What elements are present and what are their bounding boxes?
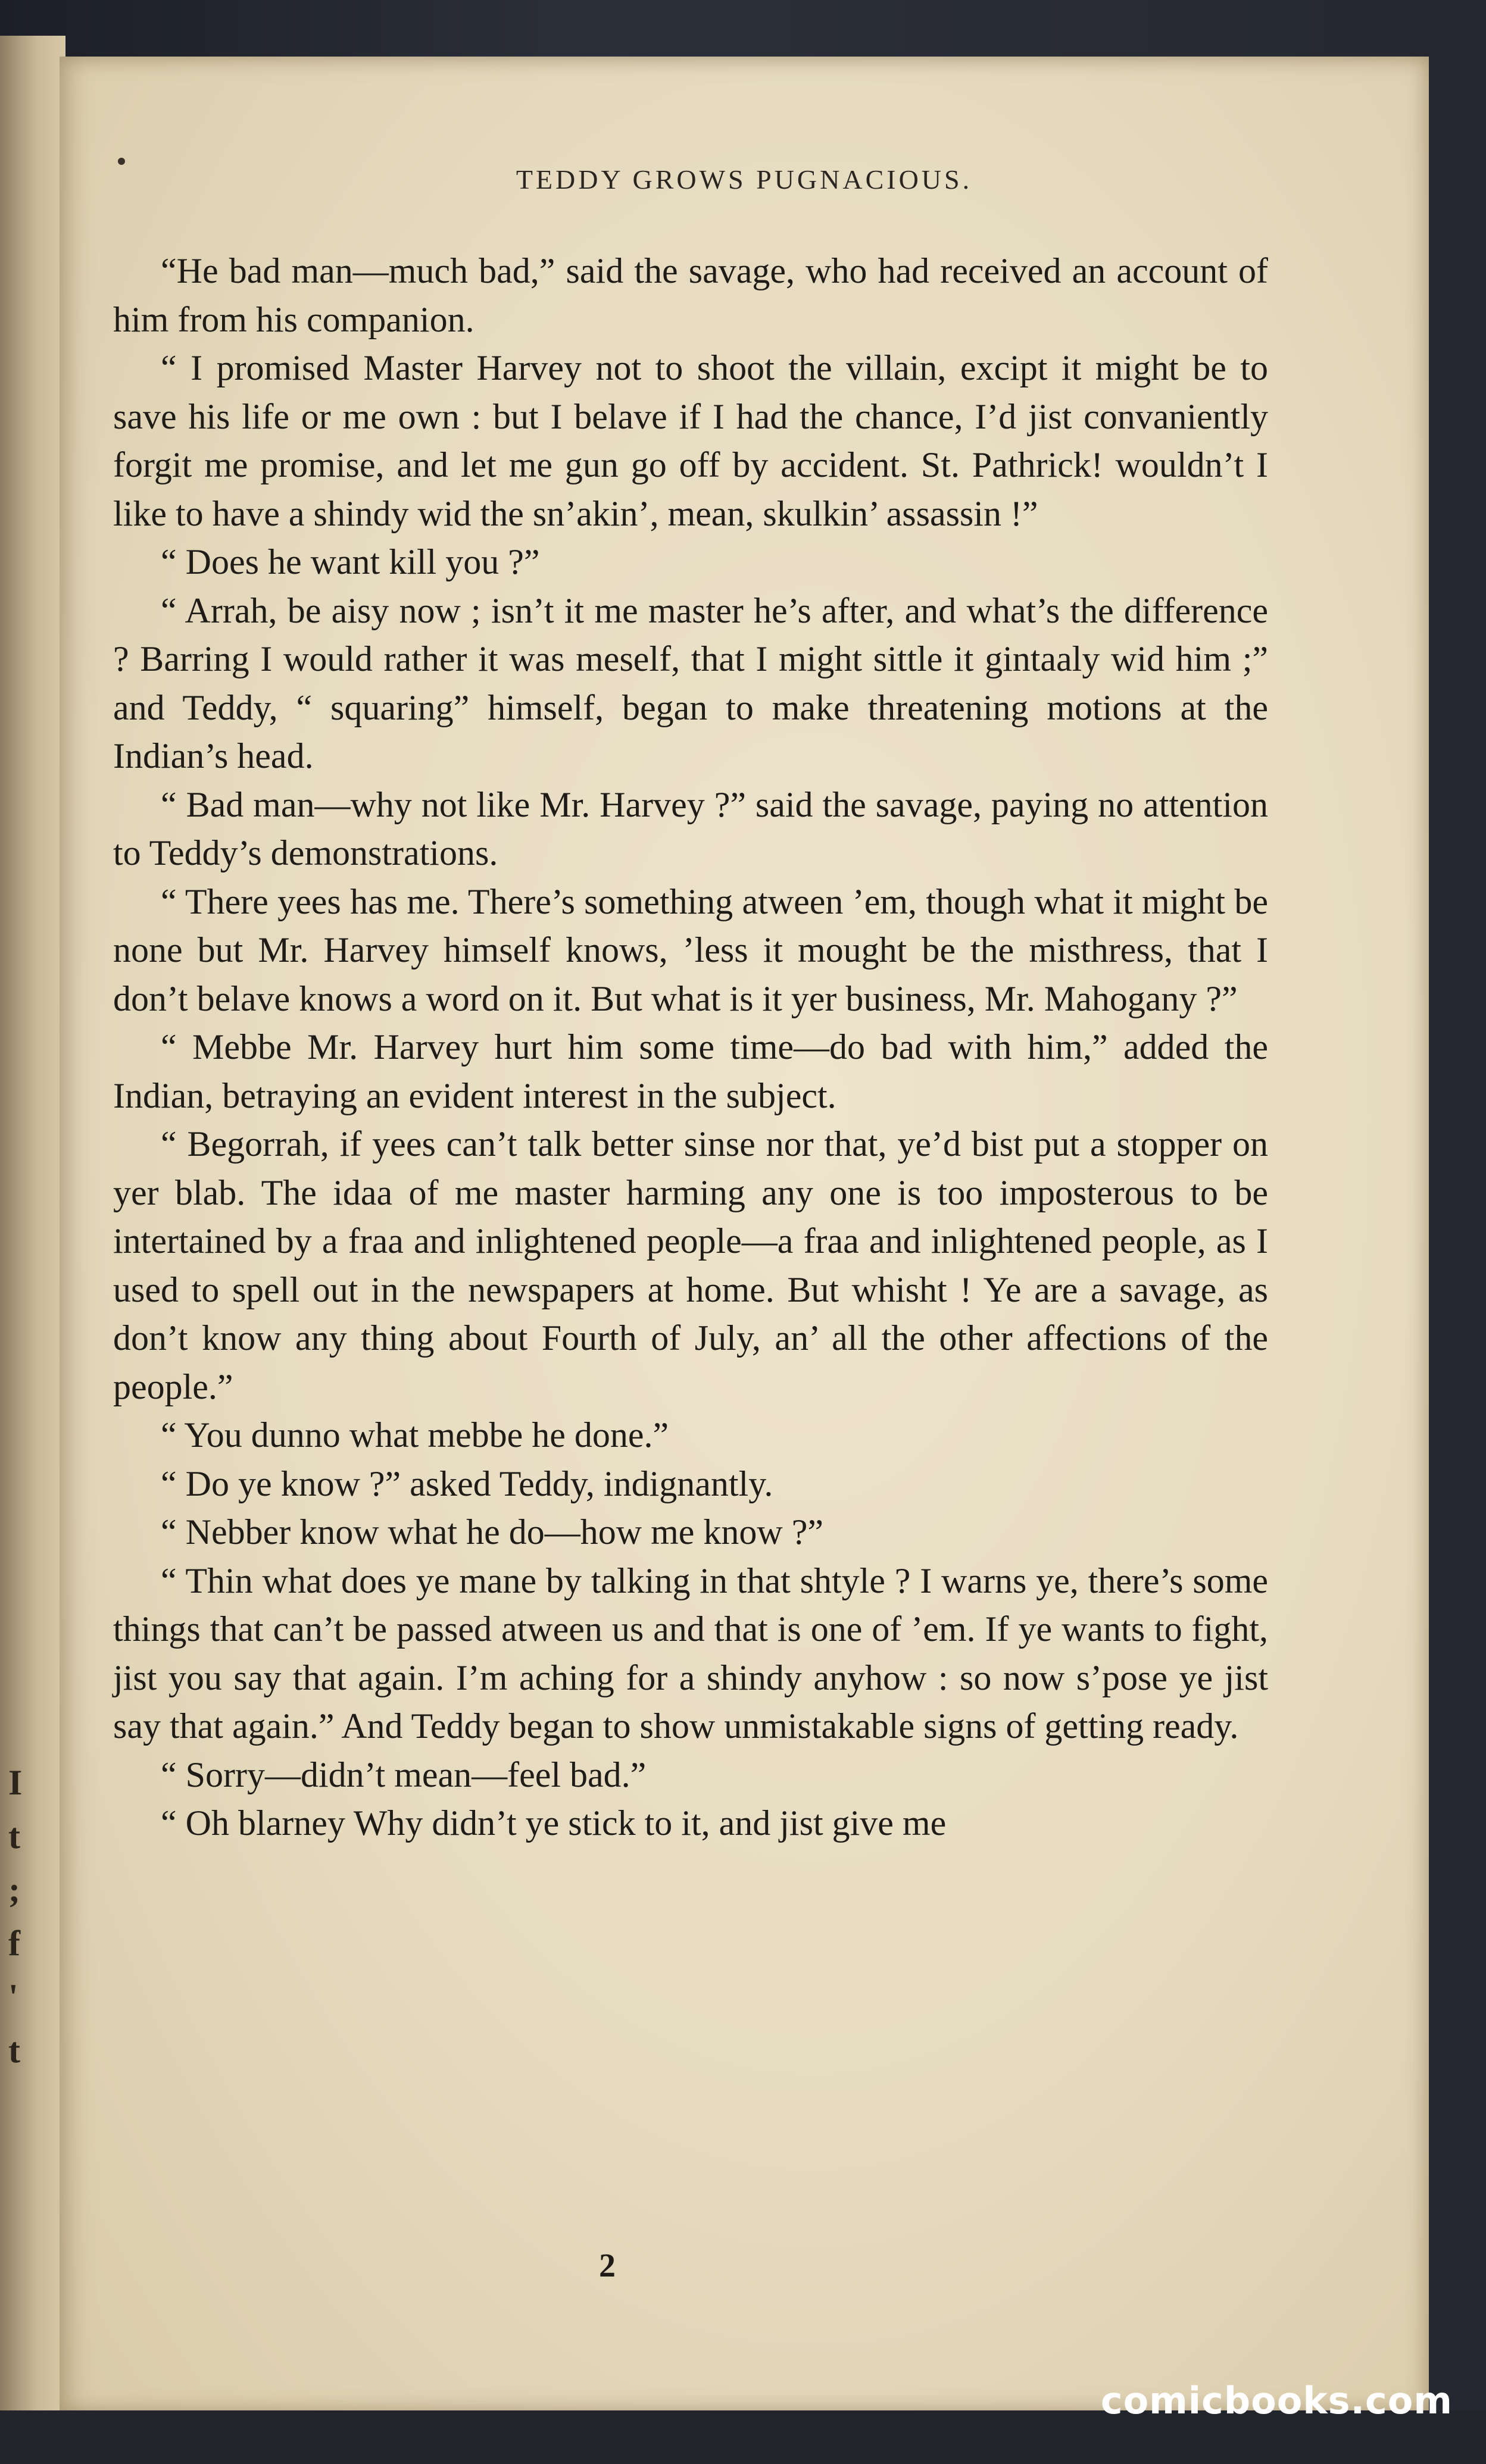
paragraph: “ Nebber know what he do—how me know ?”	[161, 1512, 824, 1552]
paragraph: “ Begorrah, if yees can’t talk better sinse nor that, ye’d bist put a stopper on yer blab. The idaa of me master harming any one is too imposterous to be intertained by a fraa and inlightened people—a fraa and inlightened people, as I used to spell out in the newspapers at home. But whisht ! Ye are a savage, as don’t know any thing about Fourth of July, an’ all the other affections of the people.”	[113, 1124, 1268, 1406]
paragraph: “ Sorry—didn’t mean—feel bad.”	[161, 1755, 647, 1794]
paragraph: “ Oh blarney Why didn’t ye stick to it, and jist give me	[161, 1803, 947, 1843]
paragraph: “ Bad man—why not like Mr. Harvey ?” said the savage, paying no attention to Teddy’s demonstrations.	[113, 784, 1268, 873]
book-page	[60, 57, 1429, 2413]
paragraph: “ Mebbe Mr. Harvey hurt him some time—do bad with him,” added the Indian, betraying an evident interest in the subject.	[113, 1027, 1268, 1115]
paragraph: “ Thin what does ye mane by talking in that shtyle ? I warns ye, there’s some things that can’t be passed atween us and that is one of ’em. If ye wants to fight, jist you say that again. I’m aching for a shindy anyhow : so now s’pose ye jist say that again.” And Teddy began to show unmistakable signs of getting ready.	[113, 1561, 1268, 1746]
paragraph: “ You dunno what mebbe he done.”	[161, 1415, 669, 1455]
paragraph: “He bad man—much bad,” said the savage, who had received an account of him from his companion.	[113, 251, 1268, 339]
paragraph: “ Arrah, be aisy now ; isn’t it me master he’s after, and what’s the difference ? Barring I would rather it was meself, that I might sittle it gintaaly wid him ;” and Teddy, “ squaring” himself, began to make threatening motions at the Indian’s head.	[113, 590, 1268, 776]
paragraph: “ Does he want kill you ?”	[161, 542, 540, 581]
facing-page-fragments: I t ; f ' t	[8, 1763, 23, 2070]
running-head: TEDDY GROWS PUGNACIOUS.	[516, 164, 973, 195]
paragraph: “ Do ye know ?” asked Teddy, indignantly.	[161, 1464, 773, 1503]
watermark: comicbooks.com	[1100, 2379, 1453, 2422]
paragraph: “ I promised Master Harvey not to shoot the villain, excipt it might be to save his life or me own : but I belave if I had the chance, I’d jist convaniently forgit me promise, and let me gun go off by accident. St. Pathrick! wouldn’t I like to have a shindy wid the sn’akin’, mean, skulkin’ assassin !”	[113, 348, 1268, 533]
folio: 2	[599, 2247, 616, 2284]
body-text	[113, 247, 1268, 1848]
paragraph: “ There yees has me. There’s something atween ’em, though what it might be none but Mr. Harvey himself knows, ’less it mought be the misthress, that I don’t belave knows a word on it. But what is it yer business, Mr. Mahogany ?”	[113, 881, 1268, 1018]
